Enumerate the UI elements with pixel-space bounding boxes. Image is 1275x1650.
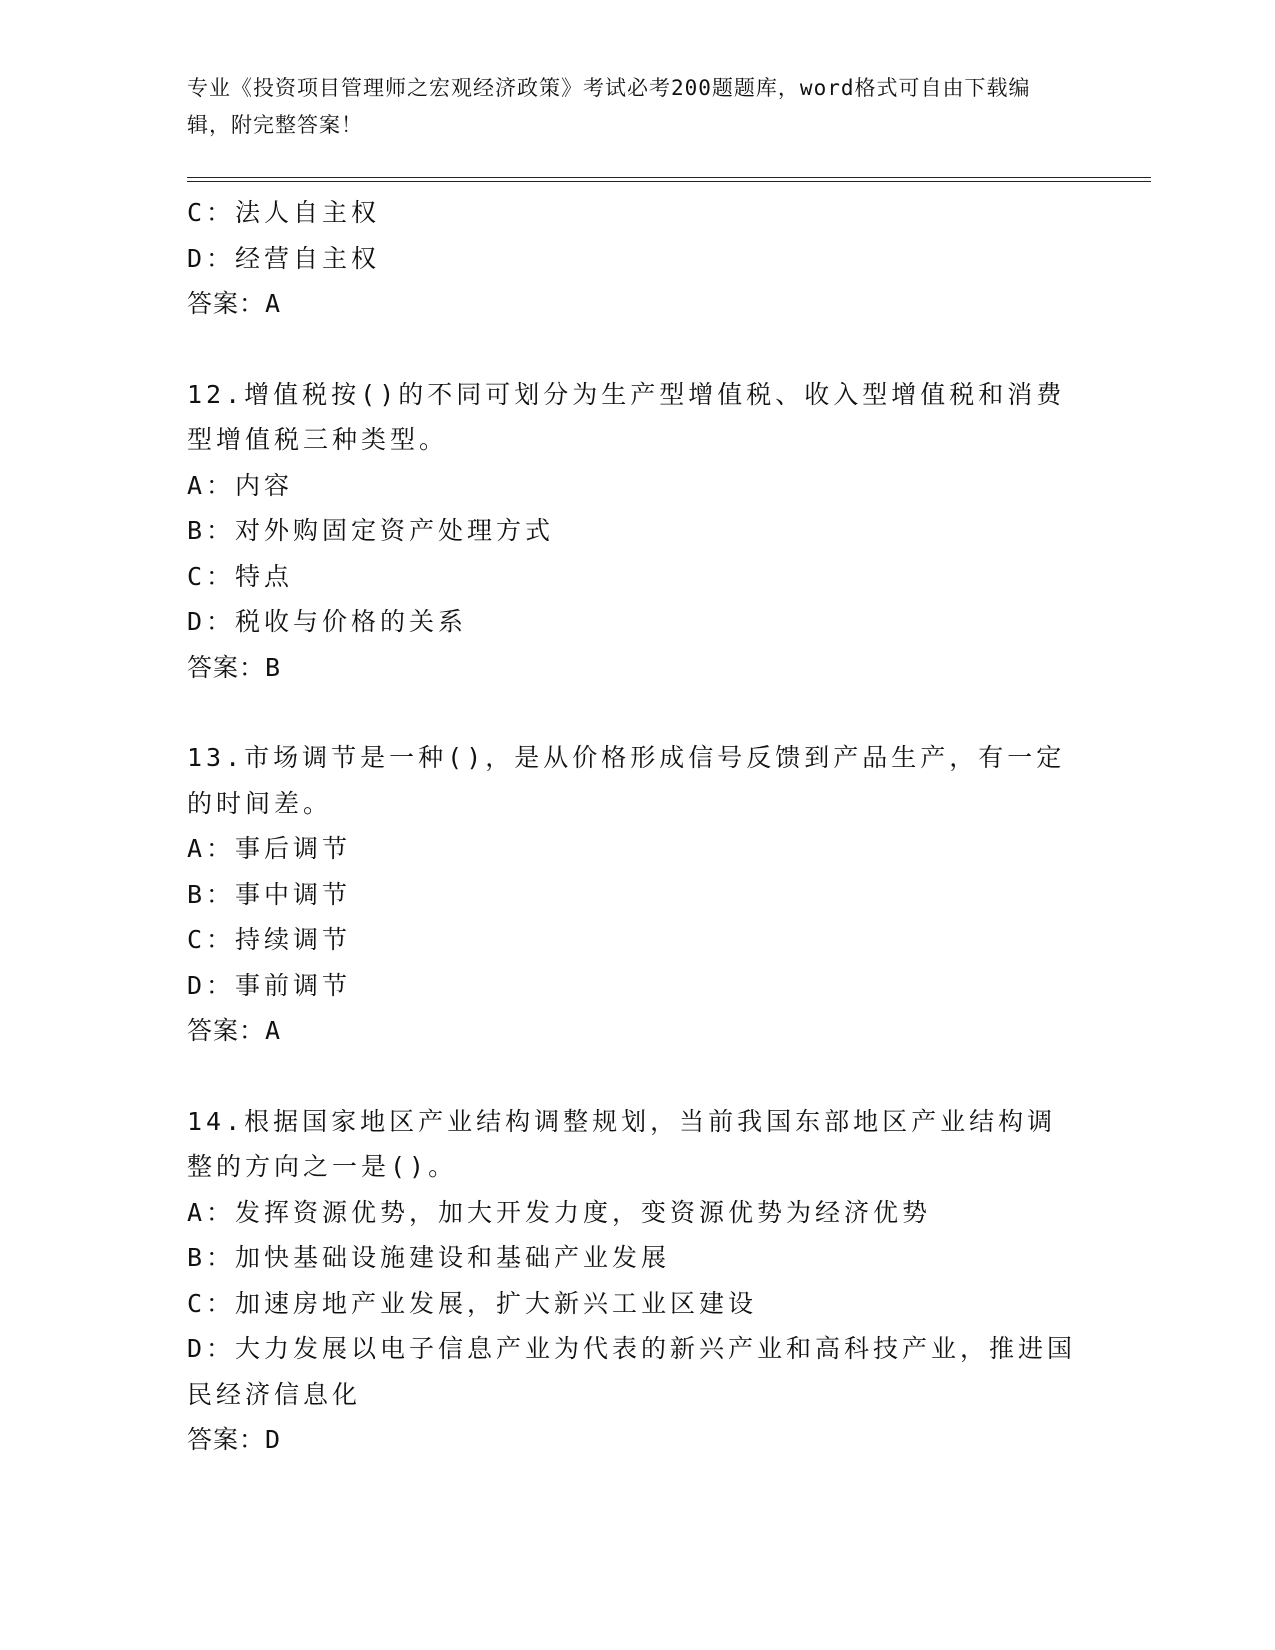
option-c: C：特点	[187, 561, 294, 591]
question-stem: 14.根据国家地区产业结构调整规划，当前我国东部地区产业结构调整的方向之一是()。	[187, 1106, 1057, 1181]
document-body	[187, 190, 1087, 1463]
spacer	[187, 690, 1087, 735]
option-d: D：事前调节	[187, 970, 352, 1000]
option-c: C：法人自主权	[187, 198, 381, 227]
option-a: A：发挥资源优势，加大开发力度，变资源优势为经济优势	[187, 1197, 932, 1227]
option-a: A：事后调节	[187, 834, 352, 863]
spacer	[187, 1054, 1087, 1099]
header-divider-bottom	[187, 181, 1151, 182]
question-stem: 13.市场调节是一种()，是从价格形成信号反馈到产品生产，有一定的时间差。	[187, 743, 1066, 818]
header-divider-top	[187, 177, 1151, 178]
option-b: B：事中调节	[187, 879, 352, 909]
option-a: A：内容	[187, 470, 294, 500]
answer-line: 答案：D	[187, 1425, 282, 1454]
option-b: B：加快基础设施建设和基础产业发展	[187, 1243, 671, 1272]
option-d: D：经营自主权	[187, 243, 381, 273]
option-c: C：持续调节	[187, 925, 352, 954]
option-d: D：税收与价格的关系	[187, 607, 468, 636]
answer-line: 答案：B	[187, 652, 282, 682]
question-stem: 12.增值税按()的不同可划分为生产型增值税、收入型增值税和消费型增值税三种类型。	[187, 379, 1066, 454]
answer-line: 答案：A	[187, 1016, 282, 1045]
document-header: 专业《投资项目管理师之宏观经济政策》考试必考200题题库，word格式可自由下载编辑，附完整答案！	[187, 76, 1031, 137]
spacer	[187, 327, 1087, 372]
option-b: B：对外购固定资产处理方式	[187, 516, 555, 545]
answer-line: 答案：A	[187, 289, 282, 318]
option-d: D：大力发展以电子信息产业为代表的新兴产业和高科技产业，推进国民经济信息化	[187, 1334, 1077, 1409]
option-c: C：加速房地产业发展，扩大新兴工业区建设	[187, 1288, 758, 1318]
